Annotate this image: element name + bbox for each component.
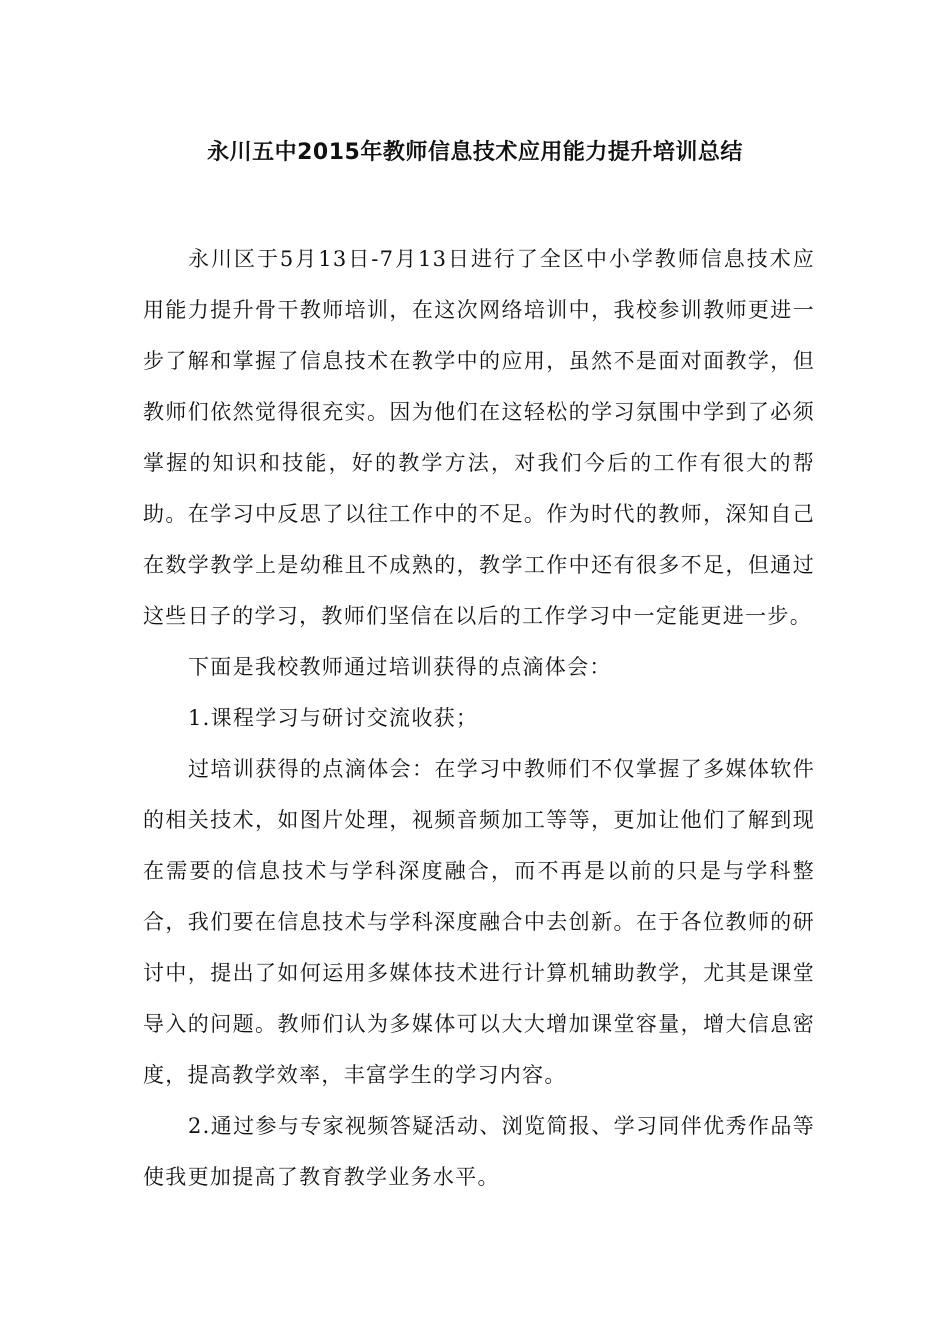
document-body — [143, 234, 815, 1203]
paragraph-item-1-heading: 1.课程学习与研讨交流收获； — [188, 706, 479, 730]
paragraph-item-1-body: 过培训获得的点滴体会：在学习中教师们不仅掌握了多媒体软件的相关技术，如图片处理，视频音频加工等等，更加让他们了解到现在需要的信息技术与学科深度融合，而不再是以前的只是与学科整合，我们要在信息技术与学科深度融合中去创新。在于各位教师的研讨中，提出了如何运用多媒体技术进行计算机辅助教学，尤其是课堂导入的问题。教师们认为多媒体可以大大增加课堂容量，增大信息密度，提高教学效率，丰富学生的学习内容。 — [143, 757, 815, 1087]
paragraph-item-2: 2.通过参与专家视频答疑活动、浏览简报、学习同伴优秀作品等使我更加提高了教育教学业务水平。 — [143, 1114, 815, 1189]
paragraph-intro: 永川区于5月13日-7月13日进行了全区中小学教师信息技术应用能力提升骨干教师培训，在这次网络培训中，我校参训教师更进一步了解和掌握了信息技术在教学中的应用，虽然不是面对面教学，但教师们依然觉得很充实。因为他们在这轻松的学习氛围中学到了必须掌握的知识和技能，好的教学方法，对我们今后的工作有很大的帮助。在学习中反思了以往工作中的不足。作为时代的教师，深知自己在数学教学上是幼稚且不成熟的，教学工作中还有很多不足，但通过这些日子的学习，教师们坚信在以后的工作学习中一定能更进一步。 — [143, 247, 815, 628]
paragraph-lead-in: 下面是我校教师通过培训获得的点滴体会： — [188, 655, 612, 679]
document-title: 永川五中2015年教师信息技术应用能力提升培训总结 — [207, 140, 743, 165]
